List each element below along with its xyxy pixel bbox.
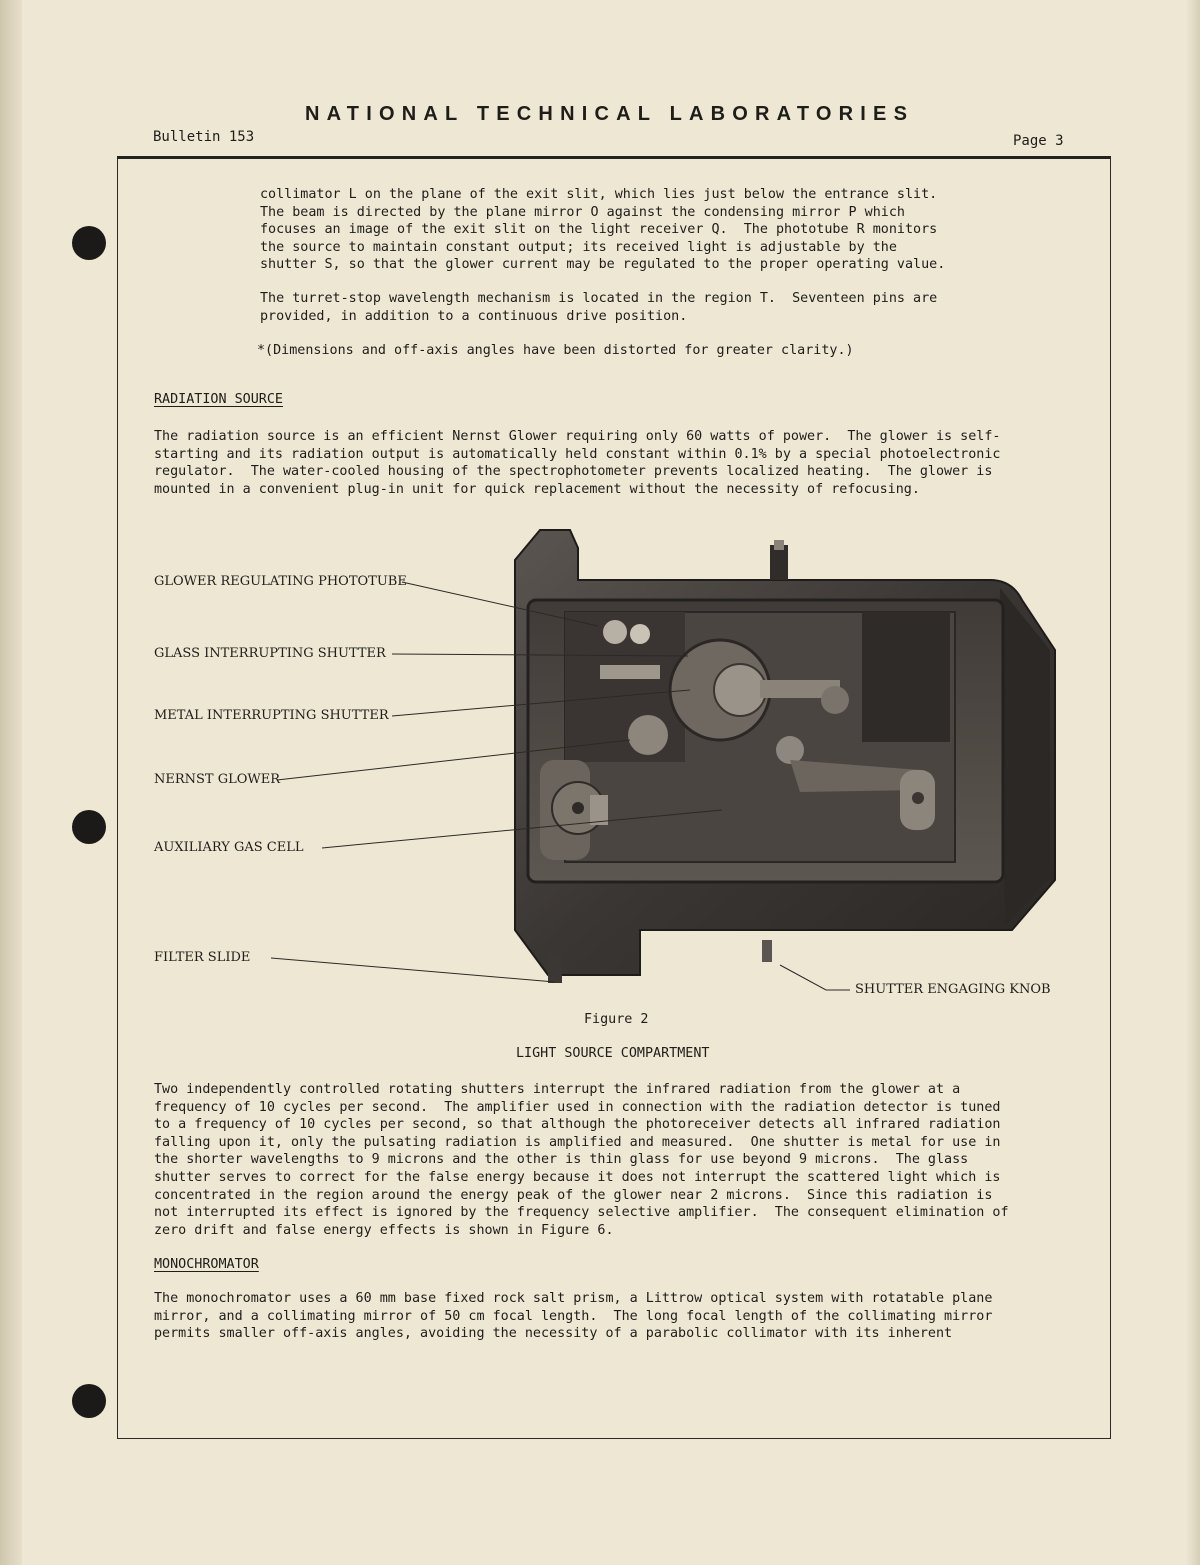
binder-hole-bottom [72, 1384, 106, 1418]
turret-line: The turret-stop wavelength mechanism is located in the region T. Seventeen pins are [260, 291, 938, 306]
shutters-line: zero drift and false energy effects is shown in Figure 6. [154, 1222, 614, 1238]
label-nernst-glower: NERNST GLOWER [154, 772, 281, 787]
label-shutter-engaging-knob: SHUTTER ENGAGING KNOB [855, 982, 1051, 997]
shutters-line: Two independently controlled rotating shutters interrupt the infrared radiation from the glower at a [154, 1082, 961, 1097]
intro-line: The beam is directed by the plane mirror O against the condensing mirror P which [260, 204, 905, 220]
radiation-line: starting and its radiation output is automatically held constant within 0.1% by a special photoelectronic [154, 446, 1001, 462]
monochromator-heading: MONOCHROMATOR [154, 1257, 259, 1272]
intro-paragraph [260, 186, 945, 274]
turret-line: provided, in addition to a continuous drive position. [260, 308, 688, 324]
turret-paragraph [260, 290, 937, 325]
page-number: Page 3 [1013, 133, 1064, 149]
figure-caption: LIGHT SOURCE COMPARTMENT [516, 1046, 710, 1061]
monochromator-line: permits smaller off-axis angles, avoiding the necessity of a parabolic collimator with its inherent [154, 1326, 953, 1342]
label-glass-interrupting-shutter: GLASS INTERRUPTING SHUTTER [154, 646, 386, 661]
intro-line: collimator L on the plane of the exit slit, which lies just below the entrance slit. [260, 187, 938, 202]
shutters-line: to a frequency of 10 cycles per second, so that although the photoreceiver detects all infrared radiation [154, 1117, 1001, 1133]
radiation-source-heading: RADIATION SOURCE [154, 392, 283, 407]
label-glower-regulating-phototube: GLOWER REGULATING PHOTOTUBE [154, 574, 407, 589]
label-auxiliary-gas-cell: AUXILIARY GAS CELL [154, 840, 304, 855]
radiation-line: regulator. The water-cooled housing of the spectrophotometer prevents localized heating. The glower is [154, 464, 993, 480]
intro-line: the source to maintain constant output; its received light is adjustable by the [260, 239, 897, 255]
shutters-line: falling upon it, only the pulsating radiation is amplified and measured. One shutter is metal for use in [154, 1134, 1001, 1150]
figure-number: Figure 2 [584, 1012, 649, 1027]
shutters-line: the shorter wavelengths to 9 microns and the other is thin glass for use beyond 9 microns. The glass [154, 1152, 969, 1168]
bulletin-number: Bulletin 153 [153, 129, 255, 145]
binder-hole-middle [72, 810, 106, 844]
shutters-line: frequency of 10 cycles per second. The amplifier used in connection with the radiation detector is tuned [154, 1099, 1001, 1115]
label-metal-interrupting-shutter: METAL INTERRUPTING SHUTTER [154, 708, 389, 723]
intro-line: shutter S, so that the glower current may be regulated to the proper operating value. [260, 257, 946, 273]
lab-title: NATIONAL TECHNICAL LABORATORIES [305, 103, 915, 125]
page-edge-left [0, 0, 22, 1565]
shutters-line: concentrated in the region around the energy peak of the glower near 2 microns. Since this radiation is [154, 1187, 993, 1203]
shutters-line: shutter serves to correct for the false energy because it does not interrupt the scattered light which is [154, 1169, 1001, 1185]
intro-line: focuses an image of the exit slit on the light receiver Q. The phototube R monitors [260, 222, 938, 238]
radiation-line: The radiation source is an efficient Nernst Glower requiring only 60 watts of power. The glower is self- [154, 429, 1001, 444]
binder-hole-top [72, 226, 106, 260]
footnote: *(Dimensions and off-axis angles have been distorted for greater clarity.) [257, 343, 854, 358]
page-edge-right [1186, 0, 1200, 1565]
label-filter-slide: FILTER SLIDE [154, 950, 251, 965]
shutters-paragraph [154, 1081, 1009, 1239]
monochromator-line: The monochromator uses a 60 mm base fixed rock salt prism, a Littrow optical system with rotatable plane [154, 1291, 993, 1306]
shutters-line: not interrupted its effect is ignored by the frequency selective amplifier. The consequent elimination of [154, 1205, 1009, 1221]
monochromator-paragraph [154, 1290, 992, 1343]
monochromator-line: mirror, and a collimating mirror of 50 cm focal length. The long focal length of the collimating mirror [154, 1308, 993, 1324]
radiation-line: mounted in a convenient plug-in unit for quick replacement without the necessity of refocusing. [154, 481, 920, 497]
radiation-source-paragraph [154, 428, 1001, 498]
